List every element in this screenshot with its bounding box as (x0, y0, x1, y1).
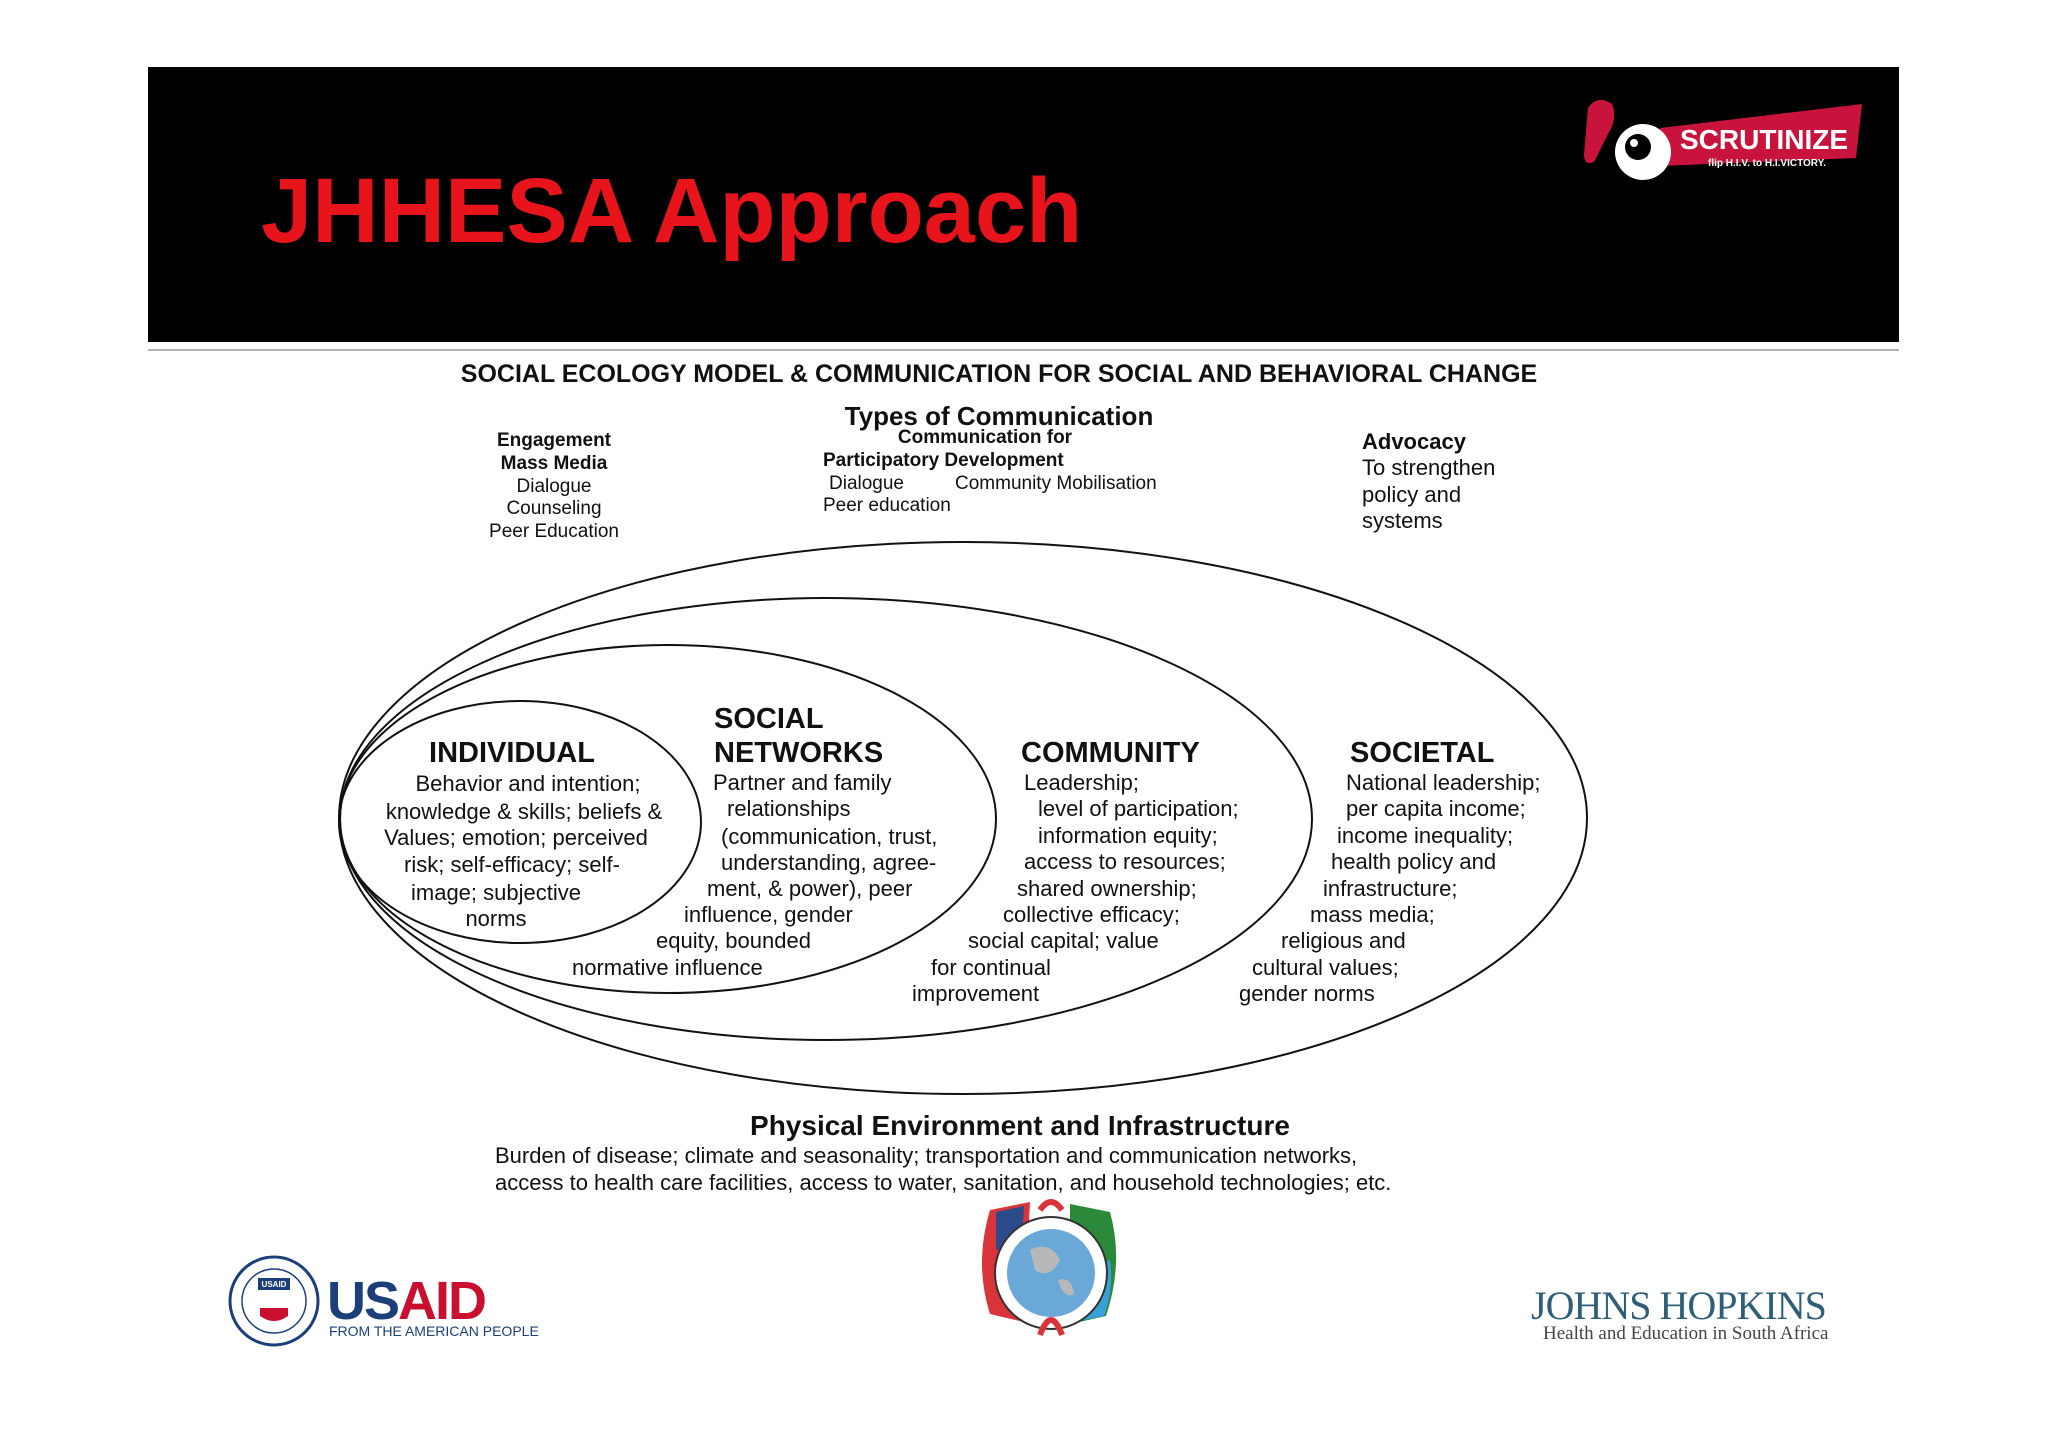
usaid-seal-icon (230, 1257, 318, 1345)
societal-heading: SOCIETAL (1350, 737, 1495, 769)
participatory-heading: Participatory Development (823, 450, 1064, 471)
societal-line: religious and (1281, 928, 1406, 953)
environment-heading: Physical Environment and Infrastructure (750, 1110, 1290, 1141)
community-line: shared ownership; (1017, 876, 1197, 901)
pepfar-emblem (982, 1202, 1116, 1335)
societal-line: cultural values; (1252, 955, 1399, 980)
usaid-wordmark (327, 1271, 485, 1331)
types-heading: Types of Communication (844, 401, 1154, 431)
engagement-item: Counseling (506, 498, 602, 519)
social-heading: NETWORKS (714, 737, 884, 769)
social-line: Partner and family (713, 770, 892, 795)
advocacy-item: policy and (1362, 482, 1462, 507)
usaid-us: US (327, 1271, 399, 1331)
engagement-item: Peer Education (489, 521, 619, 542)
environment-line: access to health care facilities, access to water, sanitation, and household technologies; etc. (495, 1170, 1392, 1195)
community-line: improvement (912, 981, 1040, 1006)
usaid-aid: AID (398, 1271, 486, 1331)
community-line: for continual (931, 955, 1051, 980)
social-line: equity, bounded (656, 928, 811, 953)
societal-line: income inequality; (1337, 823, 1514, 848)
societal-line: National leadership; (1346, 770, 1541, 795)
usaid-logo (230, 1257, 539, 1345)
social-line: ment, & power), peer (707, 876, 913, 901)
individual-line: image; subjective (411, 880, 581, 905)
participatory-block (823, 427, 1157, 516)
slide-title: JHHESA Approach (261, 160, 1083, 262)
globe-icon (1007, 1229, 1095, 1317)
logo-tagline: flip H.I.V. to H.I.VICTORY. (1708, 158, 1826, 169)
individual-line: risk; self-efficacy; self- (404, 852, 620, 877)
usaid-seal-text: USAID (261, 1280, 287, 1289)
engagement-block (489, 430, 619, 542)
societal-level (1239, 737, 1540, 1006)
social-line: (communication, trust, (721, 824, 938, 849)
societal-line: gender norms (1239, 981, 1375, 1006)
societal-line: per capita income; (1346, 796, 1526, 821)
social-heading: SOCIAL (714, 703, 824, 735)
logo-text: SCRUTINIZE (1680, 124, 1848, 155)
community-line: social capital; value (968, 928, 1159, 953)
engagement-label: Engagement (496, 430, 612, 451)
advocacy-heading: Advocacy (1362, 429, 1466, 454)
community-line: information equity; (1038, 823, 1218, 848)
community-line: Leadership; (1024, 770, 1139, 795)
societal-line: infrastructure; (1323, 876, 1458, 901)
advocacy-block (1362, 429, 1495, 533)
societal-line: health policy and (1331, 849, 1497, 874)
usaid-tagline: FROM THE AMERICAN PEOPLE (329, 1323, 539, 1339)
individual-line: Values; emotion; perceived (384, 825, 648, 850)
community-heading: COMMUNITY (1021, 737, 1200, 769)
social-line: relationships (727, 796, 851, 821)
engagement-item: Dialogue (516, 476, 592, 497)
mass-media-label: Mass Media (500, 453, 608, 474)
environment-line: Burden of disease; climate and seasonality; transportation and communication networks, (495, 1143, 1358, 1168)
participatory-item: Community Mobilisation (955, 473, 1157, 494)
advocacy-item: To strengthen (1362, 455, 1496, 480)
diagram-subtitle: SOCIAL ECOLOGY MODEL & COMMUNICATION FOR SOCIAL AND BEHAVIORAL CHANGE (460, 360, 1538, 388)
social-line: understanding, agree- (721, 850, 937, 875)
individual-heading: INDIVIDUAL (429, 737, 595, 769)
individual-line: norms (465, 906, 527, 931)
jh-wordmark: JOHNS HOPKINS (1531, 1283, 1826, 1328)
community-line: access to resources; (1024, 849, 1226, 874)
participatory-item: Dialogue (829, 473, 904, 494)
individual-line: knowledge & skills; beliefs & (385, 799, 663, 824)
community-line: collective efficacy; (1003, 902, 1180, 927)
johns-hopkins-logo (1531, 1283, 1829, 1344)
individual-level (384, 737, 662, 931)
social-line: normative influence (572, 955, 763, 980)
participatory-item: Peer education (823, 495, 951, 516)
individual-line: Behavior and intention; (415, 771, 641, 796)
community-line: level of participation; (1038, 796, 1239, 821)
participatory-heading: Communication for (897, 427, 1073, 448)
advocacy-item: systems (1362, 508, 1443, 533)
social-line: influence, gender (684, 902, 853, 927)
jh-tagline: Health and Education in South Africa (1543, 1323, 1829, 1344)
societal-line: mass media; (1310, 902, 1435, 927)
